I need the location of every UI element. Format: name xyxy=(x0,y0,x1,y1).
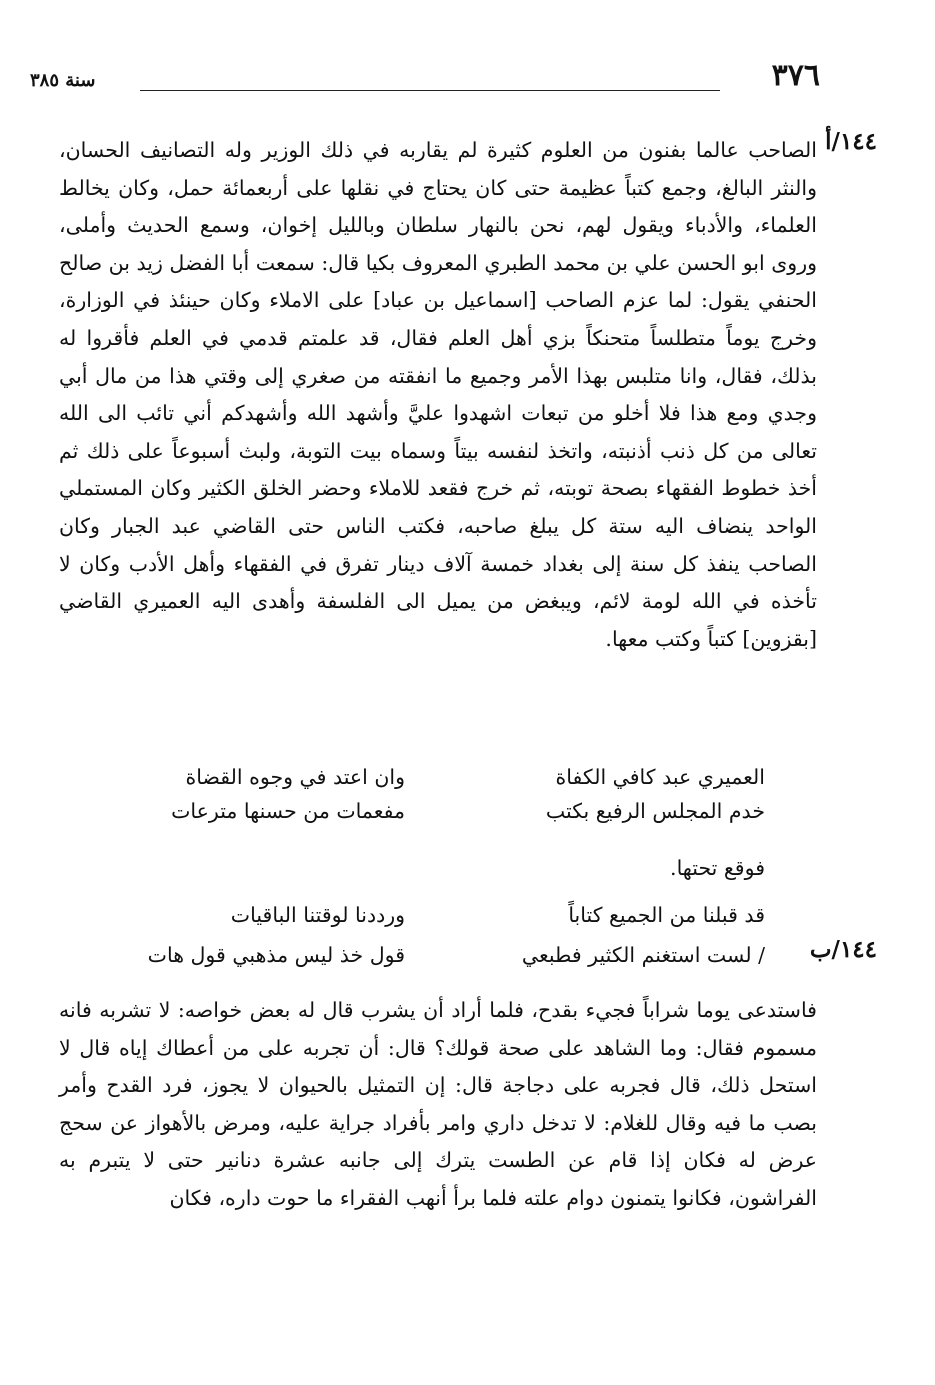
verse-line xyxy=(115,898,765,932)
page-header xyxy=(30,58,820,102)
page-number: ٣٧٦ xyxy=(771,58,820,93)
header-rule xyxy=(140,90,720,91)
verse-hemistich-first: قد قبلنا من الجميع كتاباً xyxy=(568,903,765,927)
verse-line xyxy=(115,760,765,794)
verse-hemistich-second: مفعمات من حسنها مترعات xyxy=(171,799,405,823)
verse-line xyxy=(115,938,765,972)
verse-line xyxy=(115,794,765,828)
paragraph-main: الصاحب عالما بفنون من العلوم كثيرة لم يقاربه في ذلك الوزير وله التصانيف الحسان، والنثر البالغ، وجمع كتباً عظيمة حتى كان يحتاج في نقلها على أربعمائة حمل، وكان يخالط العلماء، والأدباء ويقول لهم، نحن بالنهار سلطان وبالليل إخوان، وسمع الحديث وأملى، وروى ابو الحسن علي بن محمد الطبري المعروف بكيا قال: سمعت أبا الفضل زيد بن صالح الحنفي يقول: لما عزم الصاحب [اسماعيل بن عباد] على الاملاء وكان حينئذ في الوزارة، وخرج يوماً متطلساً متحنكاً بزي أهل العلم فقال، قد علمتم قدمي في العلم فأقروا له بذلك، فقال، وانا متلبس بهذا الأمر وجميع ما انفقته من صغري إلى وقتي هذا من مال أبي وجدي ومع هذا فلا أخلو من تبعات اشهدوا عليَّ وأشهد الله وأشهدكم أني تائب الى الله تعالى من كل ذنب أذنبته، واتخذ لنفسه بيتاً وسماه بيت التوبة، ولبث أسبوعاً على ذلك ثم أخذ خطوط الفقهاء بصحة توبته، ثم خرج فقعد للاملاء وحضر الخلق الكثير وكان المستملي الواحد ينضاف اليه ستة كل يبلغ صاحبه، فكتب الناس حتى القاضي عبد الجبار وكان الصاحب ينفذ كل سنة إلى بغداد خمسة آلاف دينار تفرق في الفقهاء وأهل الأدب وكان لا تأخذه في الله لومة لائم، ويبغض من يميل الى الفلسفة وأهدى اليه العميري القاضي [بقزوين] كتباً وكتب معها. xyxy=(59,138,817,651)
folio-marker-a: ١٤٤/أ xyxy=(825,128,877,155)
verse-hemistich-second: قول خذ ليس مذهبي قول هات xyxy=(147,943,405,967)
folio-marker-b: ١٤٤/ب xyxy=(809,936,877,963)
verse-note: فوقع تحتها. xyxy=(670,856,765,880)
verse-hemistich-first: / لست استغنم الكثير فطبعي xyxy=(521,943,765,967)
paragraph-second: فاستدعى يوما شراباً فجيء بقدح، فلما أراد أن يشرب قال له بعض خواصه: لا تشربه فانه مسموم فقال: وما الشاهد على صحة قولك؟ قال: أن تجربه على من أعطاك إياه قال لا استحل ذلك، قال فجربه على دجاجة قال: إن التمثيل بالحيوان لا يجوز، فرد القدح وأمر بصب ما فيه وقال للغلام: لا تدخل داري وامر بأفراد جراية عليه، ومرض بالأهواز عن سحج عرض له فكان إذا قام عن الطست يترك إلى جانبه عشرة دنانير حتى لا يتبرم به الفراشون، فكانوا يتمنون دوام علته فلما برأ أنهب الفقراء ما حوت داره، فكان xyxy=(59,998,817,1210)
poem-block-2 xyxy=(115,898,765,972)
verse-hemistich-first: العميري عبد كافي الكفاة xyxy=(555,765,765,789)
year-label: سنة ٣٨٥ xyxy=(30,70,96,91)
verse-hemistich-second: وان اعتد في وجوه القضاة xyxy=(185,765,405,789)
verse-hemistich-first: خدم المجلس الرفيع بكتب xyxy=(545,799,765,823)
poem-block-1 xyxy=(115,760,765,828)
verse-hemistich-second: ورددنا لوقتنا الباقيات xyxy=(230,903,405,927)
